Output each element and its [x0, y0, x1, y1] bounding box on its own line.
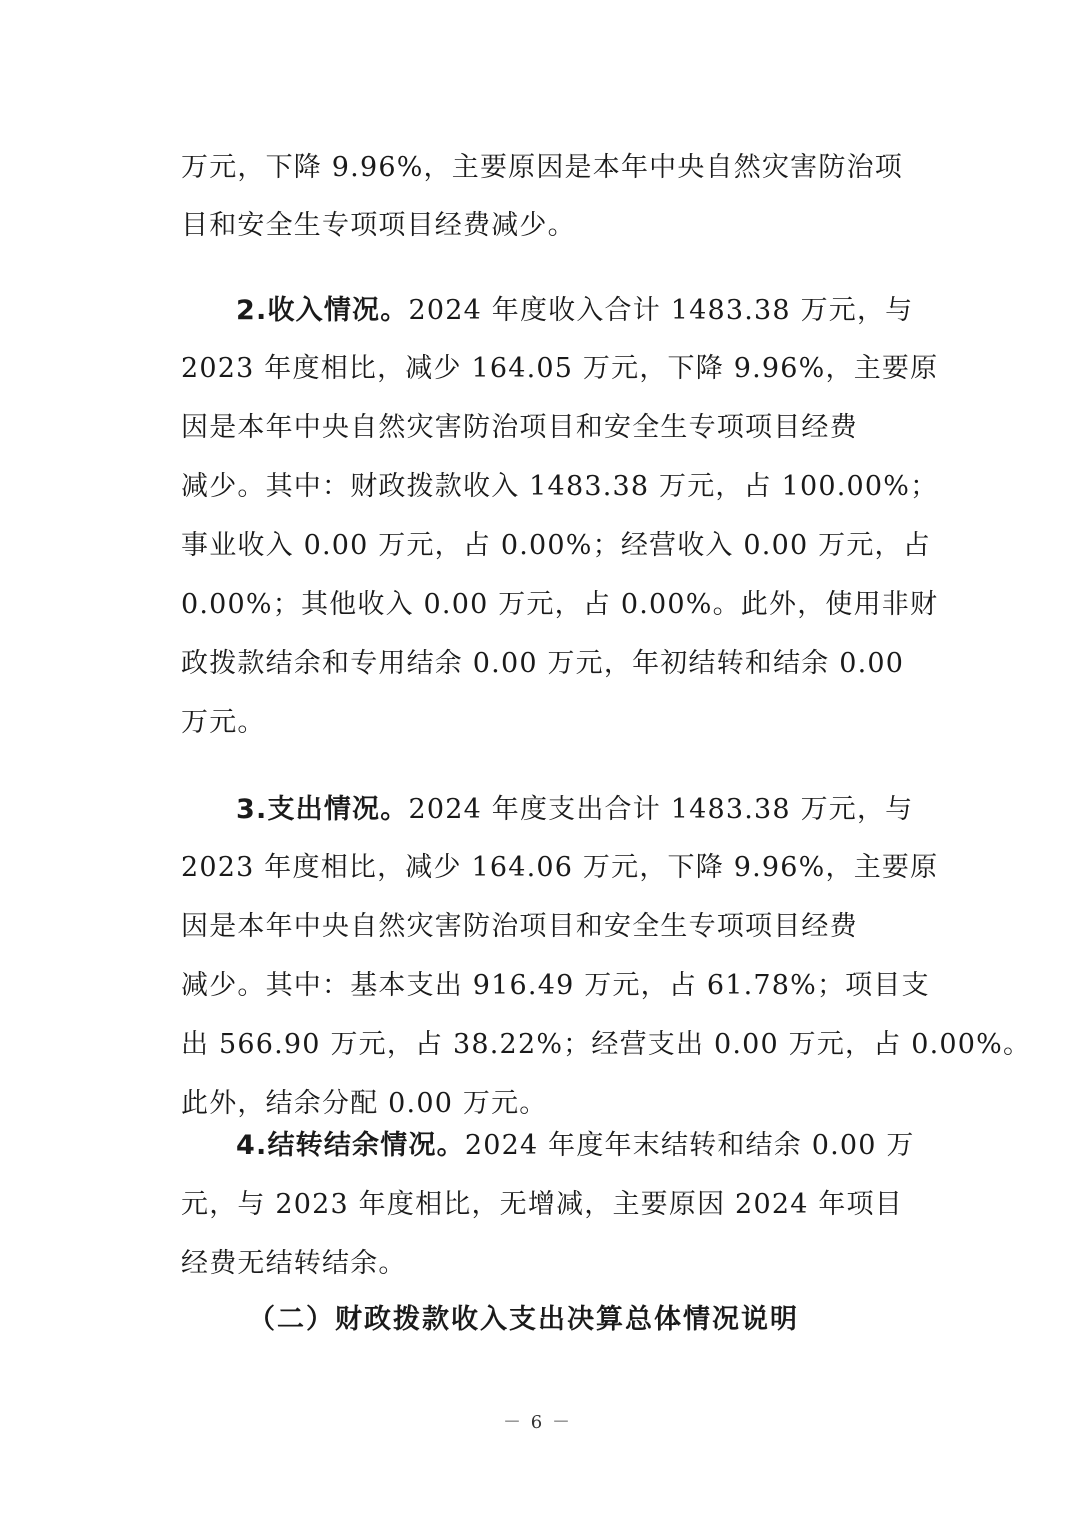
- text-line: 元，与 2023 年度相比，无增减，主要原因 2024 年项目: [181, 1189, 903, 1220]
- text-line: 万元。: [181, 707, 266, 738]
- page-number: － 6 －: [503, 1412, 572, 1433]
- text-line: 此外，结余分配 0.00 万元。: [181, 1088, 548, 1119]
- text-line: 减少。其中：财政拨款收入 1483.38 万元，占 100.00%；: [181, 471, 939, 502]
- text-line: 0.00%；其他收入 0.00 万元，占 0.00%。此外，使用非财: [181, 589, 939, 620]
- text-line: 出 566.90 万元，占 38.22%；经营支出 0.00 万元，占 0.00%。: [181, 1029, 1032, 1060]
- text-run: 2024 年度年末结转和结余 0.00 万: [464, 1130, 915, 1161]
- text-line: 政拨款结余和专用结余 0.00 万元，年初结转和结余 0.00: [181, 648, 905, 679]
- paragraph-lead-income: 2.收入情况。: [236, 295, 409, 326]
- text-line: 因是本年中央自然灾害防治项目和安全生专项项目经费: [181, 911, 858, 942]
- paragraph-carryover-first-line: [236, 1126, 915, 1166]
- text-run: 2024 年度支出合计 1483.38 万元，与: [408, 794, 914, 825]
- text-line: 万元，下降 9.96%，主要原因是本年中央自然灾害防治项: [181, 152, 903, 183]
- text-line: 事业收入 0.00 万元，占 0.00%；经营收入 0.00 万元，占: [181, 530, 931, 561]
- paragraph-lead-expenditure: 3.支出情况。: [236, 794, 409, 825]
- text-line: 2023 年度相比，减少 164.06 万元，下降 9.96%，主要原: [181, 852, 939, 883]
- text-line: 目和安全生专项项目经费减少。: [181, 210, 576, 241]
- paragraph-income-first-line: [236, 291, 914, 331]
- text-line: 减少。其中：基本支出 916.49 万元，占 61.78%；项目支: [181, 970, 930, 1001]
- paragraph-expenditure-first-line: [236, 790, 914, 830]
- text-line: 经费无结转结余。: [181, 1248, 407, 1279]
- section-heading: （二）财政拨款收入支出决算总体情况说明: [248, 1304, 799, 1335]
- text-line: 因是本年中央自然灾害防治项目和安全生专项项目经费: [181, 412, 858, 443]
- text-run: 2024 年度收入合计 1483.38 万元，与: [408, 295, 914, 326]
- paragraph-lead-carryover: 4.结转结余情况。: [236, 1130, 465, 1161]
- text-line: 2023 年度相比，减少 164.05 万元，下降 9.96%，主要原: [181, 353, 939, 384]
